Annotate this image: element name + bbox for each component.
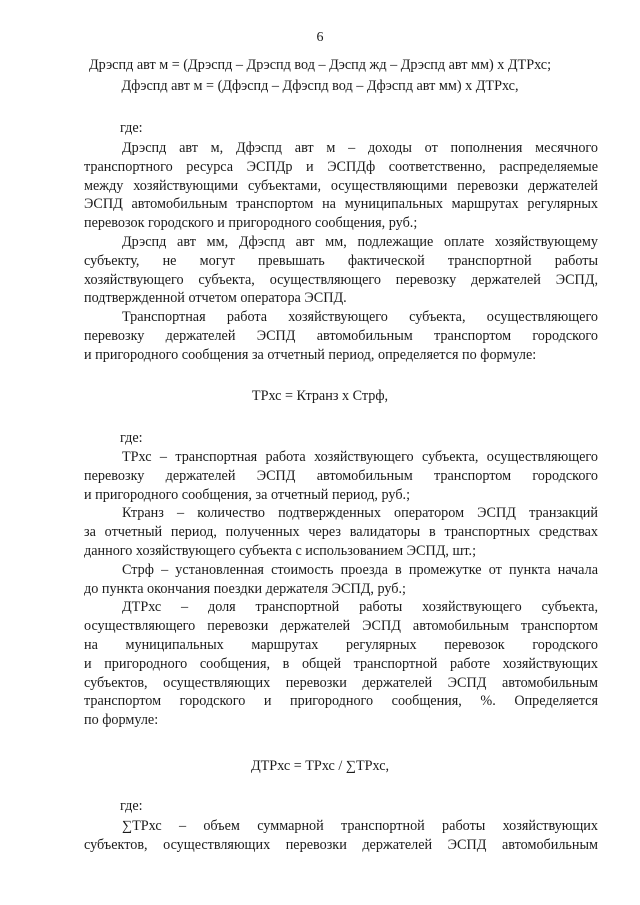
text-line: за отчетный период, полученных через валидаторы в транспортных средствах <box>84 524 598 541</box>
paragraph-block-3 <box>84 817 598 855</box>
text-line: подтвержденной отчетом оператора ЭСПД. <box>84 290 347 307</box>
text-line: ∑ТРхс – объем суммарной транспортной работы хозяйствующих <box>122 818 598 834</box>
formula-share: ДТРхс = ТРхс / ∑ТРхс, <box>250 758 390 774</box>
text-line: и пригородного сообщения, за отчетный период, руб.; <box>84 486 411 503</box>
text-line: перевозку держателей ЭСПД автомобильным транспортом городского <box>84 467 598 484</box>
text-line: до пункта окончания поездки держателя ЭСПД, руб.; <box>84 580 406 597</box>
text-line: осуществляющего перевозки держателей ЭСПД автомобильным транспортом <box>84 618 598 635</box>
text-line: транспортного ресурса ЭСПДр и ЭСПДф соответственно, распределяемые <box>84 158 598 175</box>
text-line: между хозяйствующими субъектами, осуществляющими перевозки держателей <box>84 177 598 194</box>
text-line: субъекту, не могут превышать фактической транспортной работы <box>84 252 598 269</box>
text-line: Дрэспд авт мм, Дфэспд авт мм, подлежащие оплате хозяйствующему <box>122 233 598 250</box>
page-number: 6 <box>316 30 324 45</box>
text-line: перевозку держателей ЭСПД автомобильным транспортом городского <box>84 327 598 344</box>
where-label-2: где: <box>120 430 143 446</box>
formula-revenue-r: Дрэспд авт м = (Дрэспд – Дрэспд вод – Дэспд жд – Дрэспд авт мм) х ДТРхс; <box>88 57 552 73</box>
text-line: транспортом городского и пригородного сообщения, %. Определяется <box>84 693 598 710</box>
paragraph-block-1 <box>84 139 598 365</box>
formula-block-top <box>0 55 640 97</box>
text-line: субъектов, осуществляющих перевозки держателей ЭСПД автомобильным <box>84 674 598 691</box>
formula-transport-work: ТРхс = Ктранз х Стрф, <box>251 388 389 404</box>
text-line: ДТРхс – доля транспортной работы хозяйствующего субъекта, <box>122 599 598 616</box>
where-label-3: где: <box>120 798 143 814</box>
text-line: и пригородного сообщения, в общей транспортной работе хозяйствующих <box>84 655 598 672</box>
text-line: ТРхс – транспортная работа хозяйствующего субъекта, осуществляющего <box>122 449 598 465</box>
text-line: на муниципальных маршрутах регулярных перевозок городского <box>84 636 598 653</box>
text-line: перевозок городского и пригородного сообщения, руб.; <box>84 215 418 232</box>
text-line: и пригородного сообщения за отчетный период, определяется по формуле: <box>84 346 537 363</box>
where-label-1: где: <box>120 120 143 136</box>
paragraph-block-2 <box>84 448 598 730</box>
text-line: Транспортная работа хозяйствующего субъекта, осуществляющего <box>122 309 598 326</box>
text-line: по формуле: <box>84 712 159 729</box>
formula-revenue-f: Дфэспд авт м = (Дфэспд – Дфэспд вод – Дфэспд авт мм) х ДТРхс, <box>121 78 519 94</box>
text-line: субъектов, осуществляющих перевозки держателей ЭСПД автомобильным <box>84 836 598 853</box>
text-line: ЭСПД автомобильным транспортом на муниципальных маршрутах регулярных <box>84 196 598 213</box>
text-line: хозяйствующего субъекта, осуществляющего перевозку держателей ЭСПД, <box>84 271 598 288</box>
text-line: Дрэспд авт м, Дфэспд авт м – доходы от пополнения месячного <box>122 140 598 156</box>
text-line: данного хозяйствующего субъекта с использованием ЭСПД, шт.; <box>84 542 477 559</box>
text-line: Стрф – установленная стоимость проезда в промежутке от пункта начала <box>122 561 598 578</box>
text-line: Ктранз – количество подтвержденных оператором ЭСПД транзакций <box>122 505 598 522</box>
